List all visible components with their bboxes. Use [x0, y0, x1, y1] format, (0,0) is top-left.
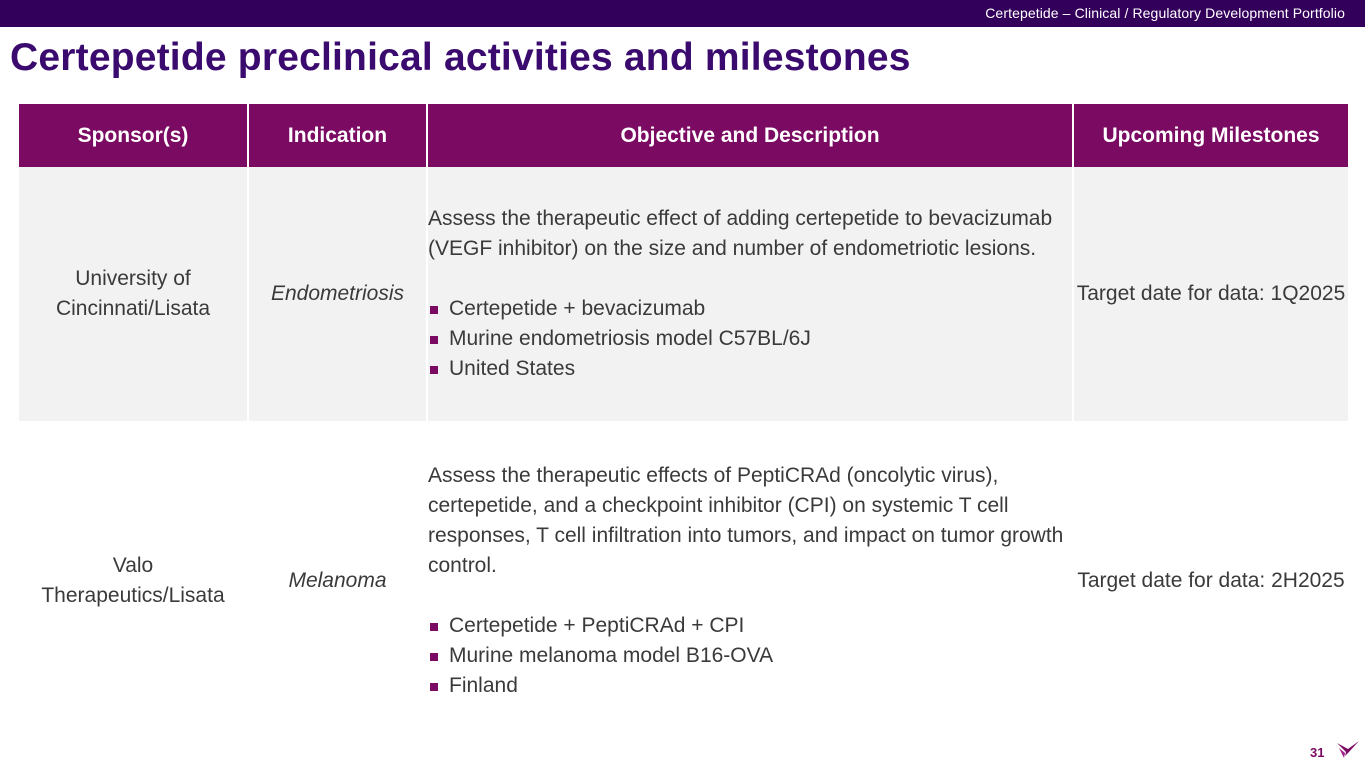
- list-item: [428, 611, 1072, 641]
- bullet-text: Murine endometriosis model C57BL/6J: [449, 327, 811, 350]
- table-row: [18, 167, 1349, 421]
- bullet-square-icon: [430, 306, 438, 314]
- bullet-text: Certepetide + PeptiCRAd + CPI: [449, 614, 745, 637]
- sponsor-cell: University of Cincinnati/Lisata: [18, 167, 248, 421]
- page-number: 31: [1310, 745, 1325, 760]
- column-header: Upcoming Milestones: [1073, 104, 1349, 167]
- bullet-square-icon: [430, 623, 438, 631]
- indication-cell: Melanoma: [248, 421, 427, 741]
- bullet-list: [428, 611, 1072, 701]
- milestone-cell: Target date for data: 1Q2025: [1073, 167, 1349, 421]
- objective-cell: [427, 421, 1073, 741]
- bird-logo-icon: [1336, 740, 1360, 760]
- table-row: [18, 421, 1349, 741]
- bullet-list: [428, 294, 1072, 384]
- bullet-text: United States: [449, 357, 576, 380]
- list-item: [428, 671, 1072, 701]
- bullet-square-icon: [430, 366, 438, 374]
- bullet-square-icon: [430, 336, 438, 344]
- objective-cell: [427, 167, 1073, 421]
- bullet-text: Finland: [449, 674, 518, 697]
- bullet-text: Murine melanoma model B16-OVA: [449, 644, 774, 667]
- objective-text: Assess the therapeutic effect of adding certepetide to bevacizumab (VEGF inhibitor) on the size and number of endometriotic lesions.: [428, 207, 1053, 260]
- milestone-cell: Target date for data: 2H2025: [1073, 421, 1349, 741]
- sponsor-cell: Valo Therapeutics/Lisata: [18, 421, 248, 741]
- portfolio-subtitle: Certepetide – Clinical / Regulatory Development Portfolio: [985, 5, 1345, 21]
- milestones-table: [17, 104, 1350, 741]
- indication-cell: Endometriosis: [248, 167, 427, 421]
- bullet-square-icon: [430, 683, 438, 691]
- bullet-text: Certepetide + bevacizumab: [449, 297, 706, 320]
- top-bar: [0, 0, 1365, 27]
- list-item: [428, 641, 1072, 671]
- column-header: Indication: [248, 104, 427, 167]
- objective-text: Assess the therapeutic effects of PeptiCRAd (oncolytic virus), certepetide, and a checkpoint inhibitor (CPI) on systemic T cell responses, T cell infiltration into tumors, and impact on tumor growth control.: [428, 464, 1064, 577]
- list-item: [428, 294, 1072, 324]
- table-header-row: [18, 104, 1349, 167]
- list-item: [428, 354, 1072, 384]
- column-header: Sponsor(s): [18, 104, 248, 167]
- page-title: Certepetide preclinical activities and milestones: [10, 36, 911, 79]
- list-item: [428, 324, 1072, 354]
- column-header: Objective and Description: [427, 104, 1073, 167]
- bullet-square-icon: [430, 653, 438, 661]
